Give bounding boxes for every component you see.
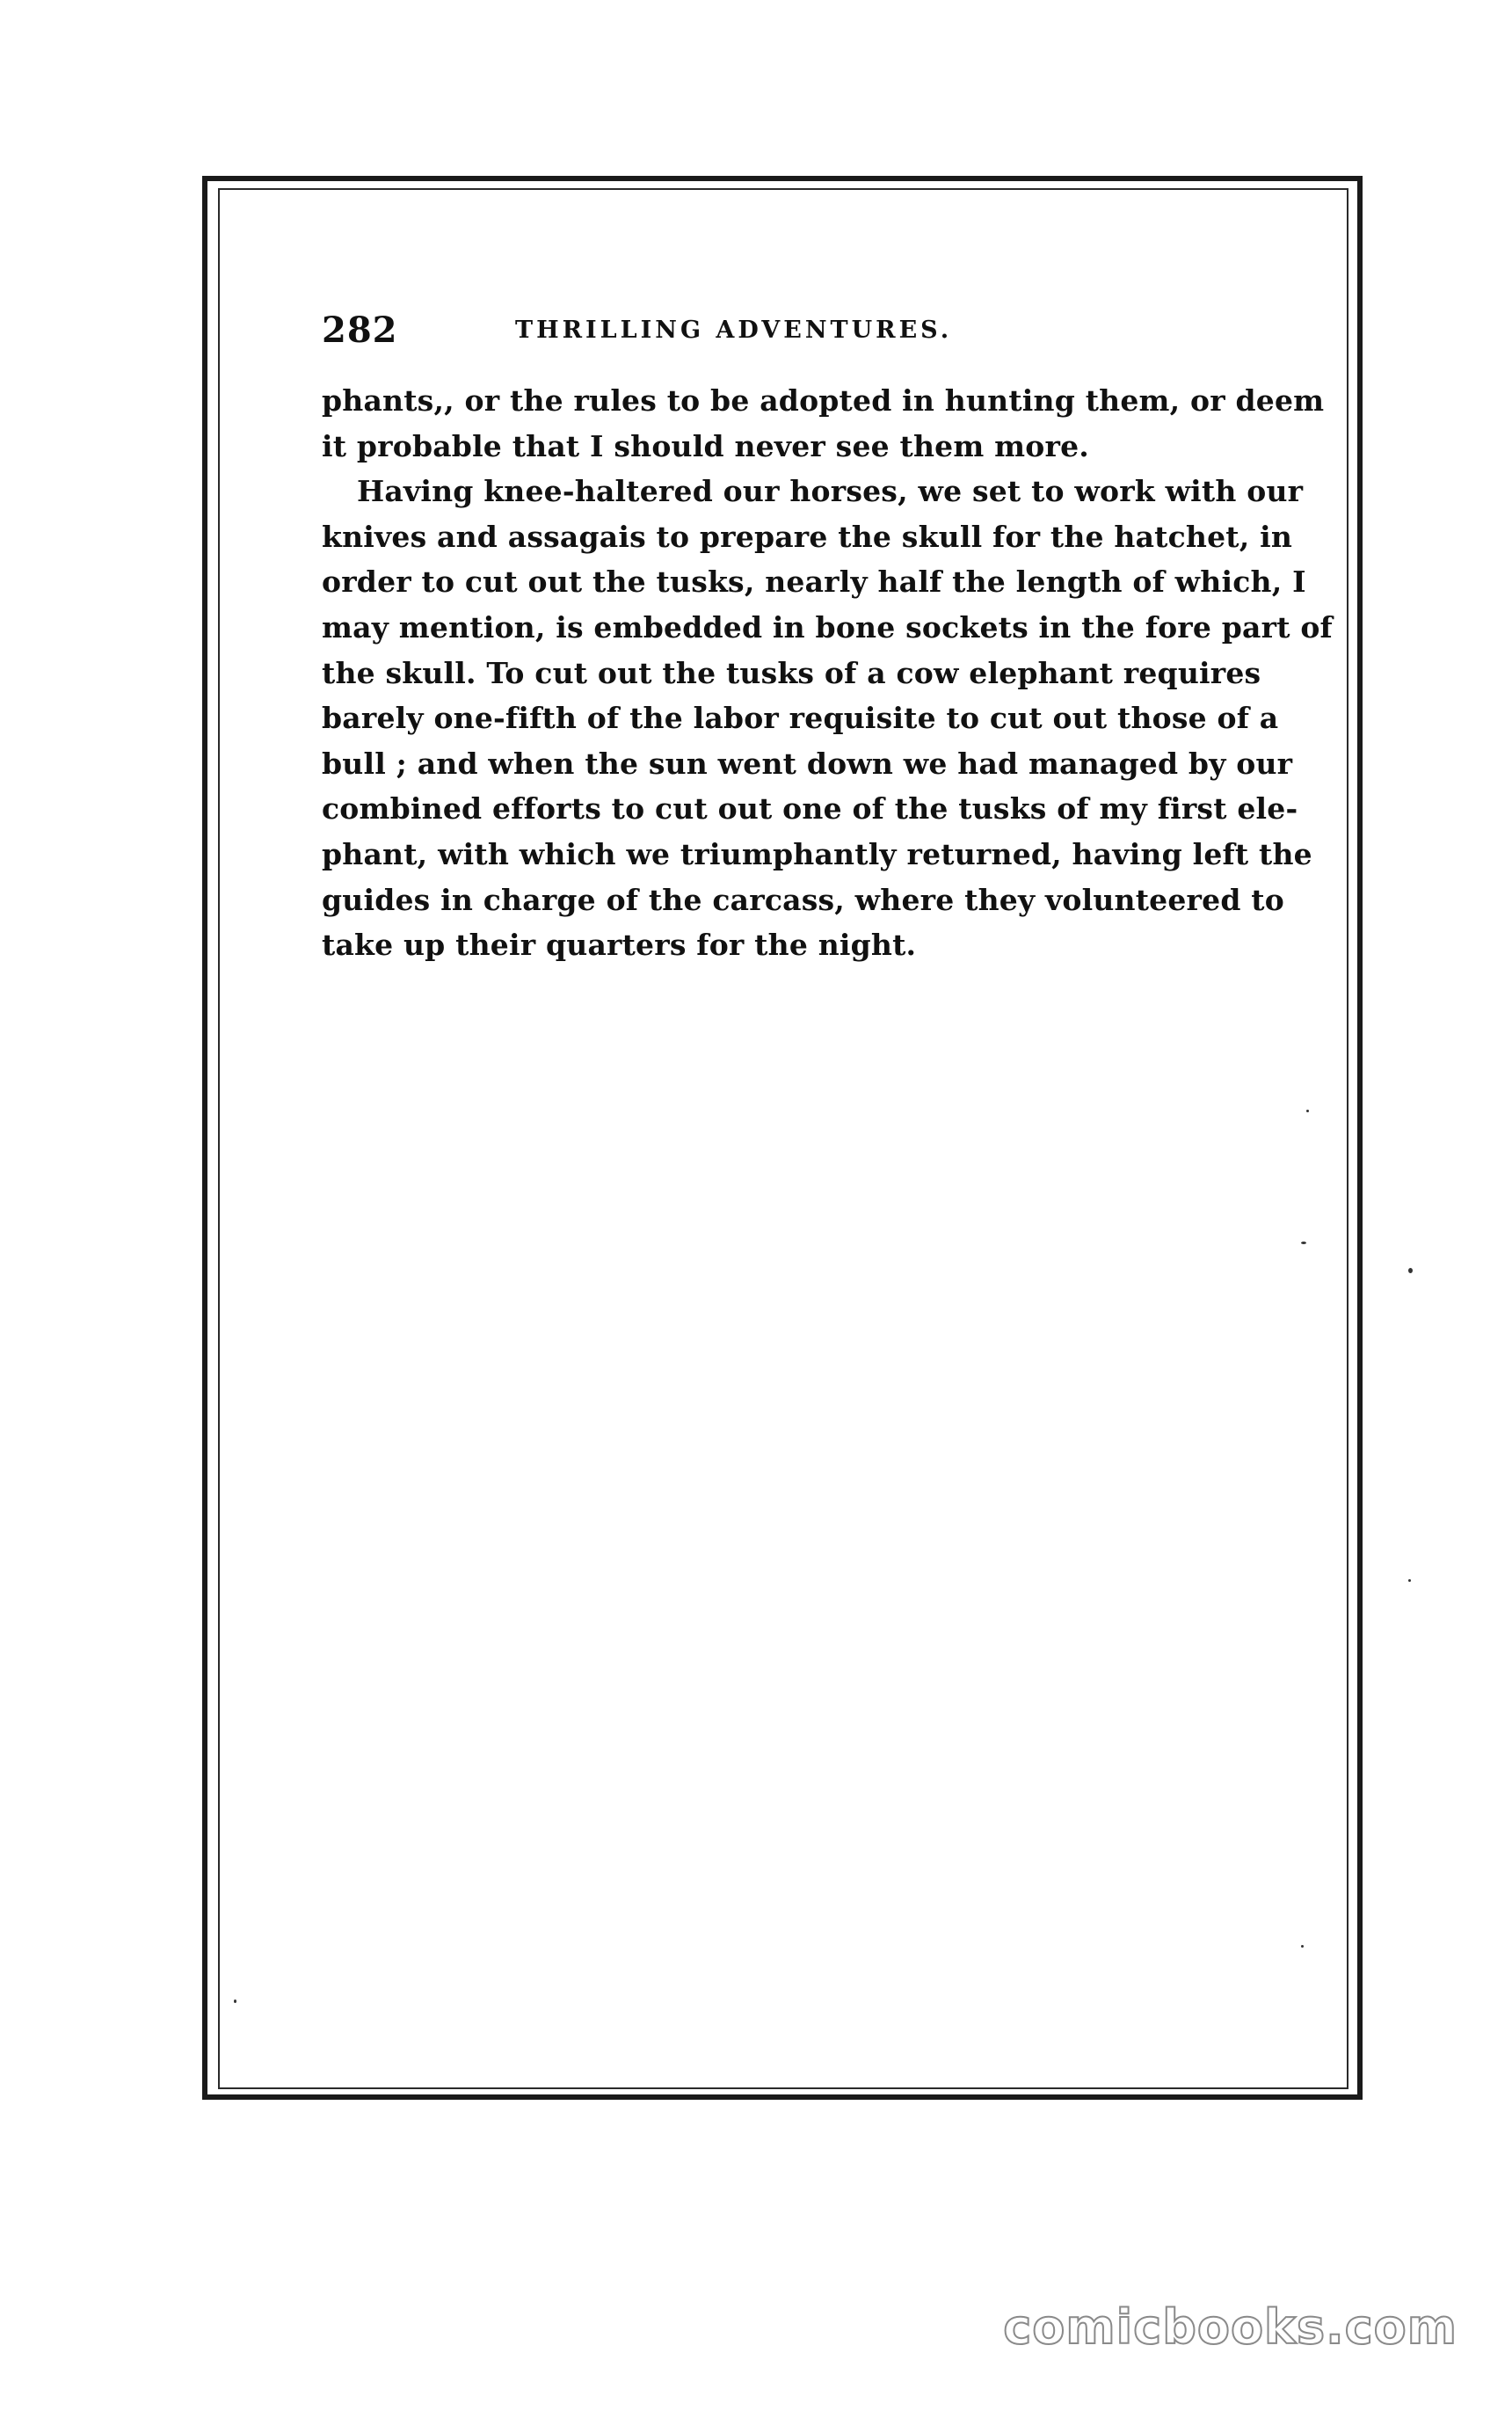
- scan-speck: [1301, 1242, 1306, 1244]
- scan-speck: [1306, 1110, 1309, 1112]
- text-line: take up their quarters for the night.: [322, 928, 917, 963]
- text-line: the skull. To cut out the tusks of a cow elephant requires: [322, 655, 1261, 690]
- watermark: comicbooks.com: [1003, 2299, 1457, 2355]
- text-line: guides in charge of the carcass, where they volunteered to: [322, 882, 1284, 917]
- text-line: knives and assagais to prepare the skull for the hatchet, in: [322, 519, 1293, 554]
- text-line: Having knee-haltered our horses, we set to work with our: [357, 474, 1304, 509]
- scan-speck: [1301, 1945, 1304, 1948]
- running-head: THRILLING ADVENTURES.: [515, 317, 953, 344]
- page-header: [322, 310, 1254, 362]
- page-number: 282: [322, 310, 398, 351]
- text-line: combined efforts to cut out one of the tusks of my first ele-: [322, 791, 1298, 827]
- text-line: order to cut out the tusks, nearly half the length of which, I: [322, 565, 1306, 600]
- text-line: phants,, or the rules to be adopted in hunting them, or deem: [322, 383, 1325, 418]
- scan-speck: [234, 1999, 236, 2003]
- text-line: phant, with which we triumphantly returned, having left the: [322, 836, 1312, 871]
- text-line: barely one-fifth of the labor requisite to cut out those of a: [322, 701, 1279, 736]
- scan-speck: [1408, 1268, 1413, 1273]
- text-line: it probable that I should never see them more.: [322, 428, 1089, 463]
- text-line: may mention, is embedded in bone sockets in the fore part of: [322, 609, 1333, 645]
- scan-speck: [1408, 1579, 1411, 1582]
- body-text: [322, 378, 1333, 968]
- text-line: bull ; and when the sun went down we had managed by our: [322, 746, 1293, 781]
